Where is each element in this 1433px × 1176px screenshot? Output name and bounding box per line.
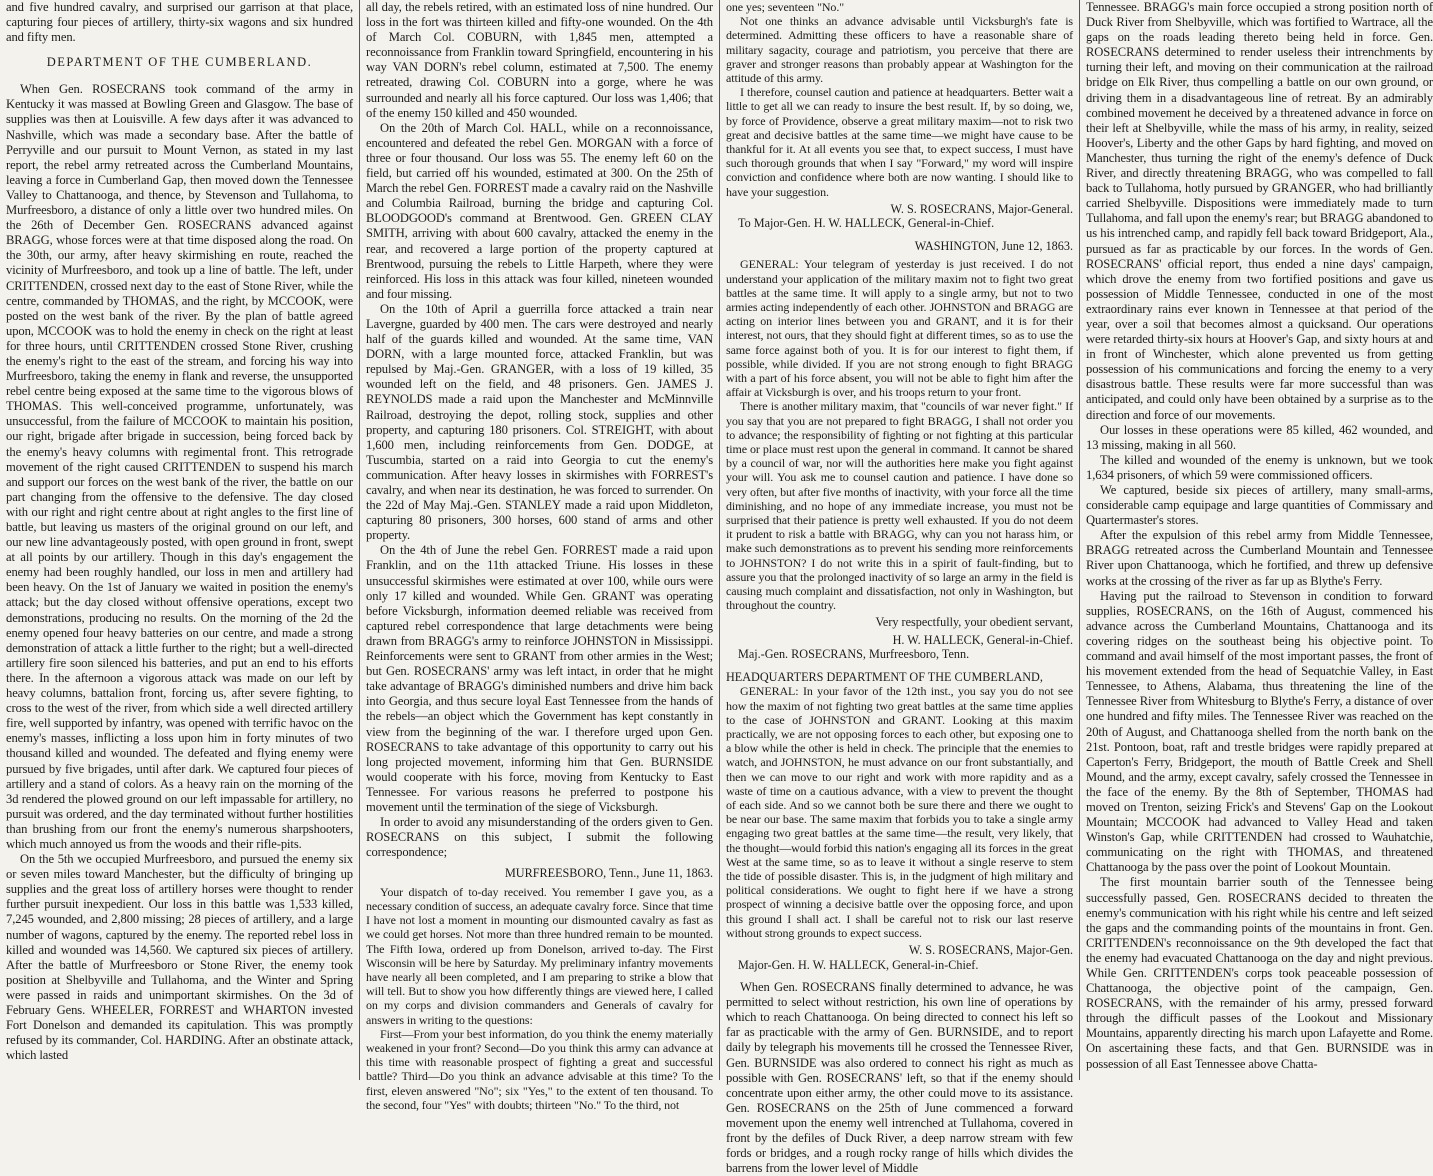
letter-addressee: Major-Gen. H. W. HALLECK, General-in-Chief. <box>738 957 979 972</box>
column-rule <box>359 0 360 1080</box>
letter-dateline: WASHINGTON, June 12, 1863. <box>914 238 1073 253</box>
column-4-paragraph: Our losses in these operations were 85 killed, 462 wounded, and 13 missing, making in all 560. <box>1086 422 1433 452</box>
column-4-paragraph: The killed and wounded of the enemy is unknown, but we took 1,634 prisoners, of which 59 were commissioned officers. <box>1086 452 1433 482</box>
letter-paragraph: There is another military maxim, that "councils of war never fight." If you say that you are not prepared to fight BRAGG, I shall not order you to advance; the responsibility of fighting or not fighting at this particular time or place must rest upon the general in command. It cannot be shared by a council of war, nor will the authorities here make you fight against your will. You ask me to counsel caution and patience. I have done so very often, but after five months of inactivity, with your force all the time diminishing, and no hope of any immediate increase, you must not be surprised that their patience is pretty well exhausted. If you do not deem it prudent to risk a battle with BRAGG, why can you not harass him, or make such demonstrations as to prevent his sending more reinforcements to JOHNSTON? I do not write this in a spirit of fault-finding, but to assure you that the prolonged inactivity of so large an army in the field is causing much complaint and dissatisfaction, not only in Washington, but throughout the country. <box>726 399 1073 613</box>
column-4-paragraph: Tennessee. BRAGG's main force occupied a strong position north of Duck River from Shelbyville, which was fortified to Wartrace, all the gaps on the roads leading thereto being held in force. Gen. ROSECRANS determined to render useless their intrenchments by turning their left, and moving on their communication at the railroad bridge on Elk River, thus compelling a battle on our own ground, or driving them in a disadvantageous line of retreat. By an admirably combined movement he deceived by a threatened advance in force on their left at Shelbyville, while the mass of his army, in reality, seized Hoover's, Liberty and the other Gaps by hard fighting, and moved on Manchester, thus turning the right of the enemy's defence of Duck River, and directly threatening BRAGG, who was compelled to fall back to Tullahoma, hotly pursued by GRANGER, who had brilliantly carried Shelbyville. Dispositions were immediately made to turn Tullahoma, and fall upon the enemy's rear; but BRAGG abandoned to us his intrenched camp, and rapidly fell back toward Bridgeport, Ala., pursued as far as practicable by our forces. In the words of Gen. ROSECRANS' official report, thus ended a nine days' campaign, which drove the enemy from two fortified positions and gave us possession of Middle Tennessee, conducted in one of the most extraordinary rains ever known in Tennessee at that period of the year, over a soil that becomes almost a quicksand. Our operations were retarded thirty-six hours at Hoover's Gap, and sixty hours at and in front of Winchester, which alone prevented us from getting possession of his communications and forcing the enemy to a very disastrous battle. These results were far more successful than was anticipated, and could only have been obtained by a surprise as to the direction and force of our movements. <box>1086 0 1433 422</box>
column-2-paragraph: On the 4th of June the rebel Gen. FORREST made a raid upon Franklin, and on the 11th attacked Triune. His losses in these unsuccessful skirmishes were estimated at over 100, while ours were only 17 killed and wounded. While Gen. GRANT was operating before Vicksburgh, information deemed reliable was received from captured rebel correspondence that large detachments were being drawn from BRAGG's army to reinforce JOHNSTON in Mississippi. Reinforcements were sent to GRANT from other armies in the West; but Gen. ROSECRANS' army was left intact, in order that he might take advantage of BRAGG's diminished numbers and drive him back into Georgia, and thus secure loyal East Tennessee from the hands of the rebels—an object which the Government has kept constantly in view from the beginning of the war. I therefore urged upon Gen. ROSECRANS to take advantage of this opportunity to carry out his long projected movement, informing him that Gen. BURNSIDE would cooperate with his force, moving from Kentucky to East Tennessee. For various reasons he preferred to postpone his movement until the termination of the siege of Vicksburgh. <box>366 543 713 814</box>
letter-addressee: To Major-Gen. H. W. HALLECK, General-in-Chief. <box>738 216 995 231</box>
column-4-paragraph: We captured, beside six pieces of artillery, many small-arms, considerable camp equipage and large quantities of Commissary and Quartermaster's stores. <box>1086 483 1433 528</box>
letter-paragraph: GENERAL: In your favor of the 12th inst., you say you do not see how the maxim of not fighting two great battles at the same time applies to the case of JOHNSTON and GRANT. Looking at this maxim practically, we are not opposing forces to each other, but exposing one to a blow while the other is held in check. The principle that the enemies to watch, and JOHNSTON, he must advance on our front substantially, and then we can move to our right and work with more rapidity and as a waste of time on a cautious advance, with a view to prevent the thought of each side. And so we cannot both be sure there and there we ought to be near our base. The same maxim that forbids you to take a single army engaging two great battles at the same time—the result, very likely, that the thought—would forbid this nation's engaging all its forces in the great West at the same time, so as to leave it without a single reserve to stem the tide of possible disaster. This is, in the judgment of high military and political considerations. We ought to fight here if we have a strong prospect of winning a decisive battle over the opposing force, and upon this ground I shall act. I shall be careful not to risk our last reserve without strong grounds to expect success. <box>726 684 1073 940</box>
letter-paragraph: Not one thinks an advance advisable until Vicksburgh's fate is determined. Admitting these officers to have a reasonable share of military sagacity, courage and patriotism, you perceive that there are graver and stronger reasons than probably appear at Washington for the attitude of this army. <box>726 14 1073 86</box>
letter-paragraph: Your dispatch of to-day received. You remember I gave you, as a necessary condition of success, an adequate cavalry force. Since that time I have not lost a moment in mounting our dismounted cavalry as fast as we could get horses. Not more than three hundred remain to be mounted. The Fifth Iowa, ordered up from Donelson, arrived to-day. The First Wisconsin will be here by Saturday. My preliminary infantry movements have nearly all been completed, and I am preparing to strike a blow that will tell. But to show you how differently things are viewed here, I called on my corps and division commanders and Generals of cavalry for answers in writing to the questions: <box>366 884 713 1027</box>
letter-signature: W. S. ROSECRANS, Major-Gen. <box>908 943 1073 958</box>
column-4-paragraph: Having put the railroad to Stevenson in condition to forward supplies, ROSECRANS, on the 16th of August, commenced his advance across the Cumberland Mountains, Chattanooga and its covering ridges on the southeast being his objective point. To command and avail himself of the most important passes, the front of his movement extended from the head of Sequatchie Valley, in East Tennessee, to Athens, Alabama, thus threatening the line of the Tennessee River from Whitesburg to Blythe's Ferry, a distance of over one hundred and fifty miles. The Tennessee River was reached on the 20th of August, and Chattanooga shelled from the north bank on the 21st. Pontoon, boat, raft and trestle bridges were rapidly prepared at Caperton's Ferry, Bridgeport, the mouth of Battle Creek and Shell Mound, and the army, except cavalry, safely crossed the Tennessee in the face of the enemy. By the 8th of September, THOMAS had moved on Trenton, seizing Frick's and Stevens' Gap on the Lookout Mountain; MCCOOK had advanced to Valley Head and taken Winston's Gap, while CRITTENDEN had crossed to Wauhatchie, communicating on the right with THOMAS, and threatened Chattanooga by the pass over the point of Lookout Mountain. <box>1086 588 1433 875</box>
letter-closing: Very respectfully, your obedient servant, <box>875 615 1073 630</box>
column-1 <box>6 0 353 1080</box>
column-4-paragraph: The first mountain barrier south of the Tennessee being successfully passed, Gen. ROSECRANS decided to threaten the enemy's communication with his right while his centre and left seized the gaps and the commanding points of the mountains in front. Gen. CRITTENDEN's reconnoissance on the 9th developed the fact that the enemy had evacuated Chattanooga on the day and night previous. While Gen. CRITTENDEN's corps took peaceable possession of Chattanooga, the objective point of the campaign, Gen. ROSECRANS, with the remainder of his army, pressed forward through the difficult passes of the Lookout and Missionary Mountains, apparently directing his march upon Lafayette and Rome. On ascertaining these facts, and that Gen. BURNSIDE was in possession of all East Tennessee above Chatta- <box>1086 875 1433 1071</box>
column-2-paragraph: all day, the rebels retired, with an estimated loss of nine hundred. Our loss in the fort was thirteen killed and fifty-one wounded. On the 4th of March Col. COBURN, with 1,845 men, attempted a reconnoissance from Franklin toward Springfield, encountering in his way VAN DORN's rebel column, estimated at 7,500. The enemy retreated, drawing Col. COBURN into a gorge, where he was surrounded and nearly all his force captured. Our loss was 1,406; that of the enemy 150 killed and 450 wounded. <box>366 0 713 120</box>
column-2 <box>366 0 713 1112</box>
column-1-paragraph: When Gen. ROSECRANS took command of the army in Kentucky it was massed at Bowling Green and Glasgow. The base of supplies was then at Louisville. A few days after it was advanced to Nashville, which was made a secondary base. After the battle of Perryville and our pursuit to Mount Vernon, as stated in my last report, the rebel army retreated across the Cumberland Mountains, leaving a force in Cumberland Gap, then moved down the Tennessee Valley to Chattanooga, and thence, by Stevenson and Tullahoma, to Murfreesboro, a distance of only a little over two hundred miles. On the 26th of December Gen. ROSECRANS advanced against BRAGG, whose forces were at that time disposed along the road. On the 30th, our army, after heavy skirmishing en route, reached the vicinity of Murfreesboro, and took up a line of battle. The left, under CRITTENDEN, crossed next day to the east of Stone River, while the centre, commanded by THOMAS, and the right, by MCCOOK, were posted on the west bank of the river. By the plan of battle agreed upon, MCCOOK was to hold the enemy in check on the right at least for three hours, until CRITTENDEN crossed Stone River, crushing the enemy's right to the east of the stream, and forcing his way into Murfreesboro, taking the enemy in flank and reverse, the unsupported rebel centre being exposed at the same time to the vigorous blows of THOMAS. This well-conceived programme, unfortunately, was unsuccessful, from the failure of MCCOOK to maintain his position, our right, brigade after brigade in succession, being forced back by the enemy's heavy columns with regimental front. This retrograde movement of the right caused CRITTENDEN to suspend his march and support our forces on the west bank of the river, the battle on our part changing from the offensive to the defensive. The day closed with our right and right centre about at right angles to the first line of battle, but leaving us masters of the original ground on our left, and our new line advantageously posted, with open ground in front, swept at all points by our artillery. Though in this day's engagement the enemy had been roughly handled, our loss in men and artillery had been heavy. On the 1st of January we waited in position the enemy's attack; but the day closed without offensive operations, except two demonstrations, producing no results. On the morning of the 2d the enemy opened four heavy batteries on our centre, and made a strong demonstration of attack a little further to the right; but a well-directed artillery fire soon silenced his batteries, and put an end to his efforts there. In the afternoon a vigorous attack was made on our left by heavy columns, battalion front, forcing us, after severe fighting, to cross to the west of the river, from which side a well directed artillery fire, well supported by infantry, was opened with terrific havoc on the enemy's masses, inflicting a loss upon him in forty minutes of two thousand killed and wounded. The defeated and flying enemy were pursued by five brigades, until after dark. We captured four pieces of artillery and a stand of colors. As a heavy rain on the morning of the 3d rendered the plowed ground on our left impassable for artillery, no pursuit was ordered, and the day terminated without further hostilities than brushing from our front the enemy's numerous sharpshooters, which much annoyed us from the woods and their rifle-pits. <box>6 82 353 851</box>
letter-signature: W. S. ROSECRANS, Major-General. <box>890 201 1073 216</box>
letter-paragraph: one yes; seventeen "No." <box>726 0 845 14</box>
column-rule <box>1079 0 1080 1080</box>
headquarters-line: HEADQUARTERS DEPARTMENT OF THE CUMBERLAND, <box>726 669 1043 684</box>
letter-addressee: Maj.-Gen. ROSECRANS, Murfreesboro, Tenn. <box>738 647 970 662</box>
letter-paragraph: I therefore, counsel caution and patience at headquarters. Better wait a little to get all we can ready to insure the best result. If, by so doing, we, by force of Providence, observe a great military maxim—not to risk two great and decisive battles at the same time—we might have cause to be thankful for it. At all events you see that, to expect success, I must have such thorough grounds that when I say "Forward," my word will inspire conviction and confidence where both are now wanting. I should like to have your suggestion. <box>726 85 1073 199</box>
column-2-paragraph: On the 20th of March Col. HALL, while on a reconnoissance, encountered and defeated the rebel Gen. MORGAN with a force of three or four thousand. Our loss was 55. The enemy left 60 on the field, but carried off his wounded, estimated at 300. On the 25th of March the rebel Gen. FORREST made a cavalry raid on the Nashville and Columbia Railroad, burning the bridge and capturing Col. BLOODGOOD's command at Brentwood. Gen. GREEN CLAY SMITH, arriving with about 600 cavalry, attacked the enemy in the rear, and recovered a large portion of the property captured at Brentwood, pursuing the rebels to Little Harpeth, where they were reinforced. His loss in this attack was four killed, nineteen wounded and four missing. <box>366 120 713 301</box>
column-1-lead: and five hundred cavalry, and surprised our garrison at that place, capturing four pieces of artillery, thirty-six wagons and six hundred and fifty men. <box>6 0 353 45</box>
letter-signature: H. W. HALLECK, General-in-Chief. <box>892 632 1073 647</box>
letter-paragraph: First—From your best information, do you think the enemy materially weakened in your front? Second—Do you think this army can advance at this time with reasonable prospect of fighting a great and successful battle? Third—Do you think an advance advisable at this time? To the first, eleven answered "No"; six "Yes," to the extent of ten thousand. To the second, four "Yes" with doubts; thirteen "No." To the third, not <box>366 1026 713 1112</box>
column-2-paragraph: On the 10th of April a guerrilla force attacked a train near Lavergne, guarded by 400 men. The cars were destroyed and nearly half of the guards killed and wounded. At the same time, VAN DORN, with a large mounted force, attacked Franklin, but was repulsed by Maj.-Gen. GRANGER, with a loss of 19 killed, 35 wounded left on the field, and 48 prisoners. Gen. JAMES J. REYNOLDS made a raid upon the Manchester and McMinnville Railroad, destroying the depot, rolling stock, supplies and other property, and capturing 180 prisoners. Col. STREIGHT, with about 1,600 men, including reinforcements from Gen. DODGE, at Tuscumbia, started on a raid into Georgia to cut the enemy's communication. After heavy losses in skirmishes with FORREST's cavalry, and when near its destination, he was forced to surrender. On the 22d of May Maj.-Gen. STANLEY made a raid upon Middleton, capturing 80 prisoners, 300 horses, 600 stand of arms and other property. <box>366 301 713 543</box>
column-3 <box>726 0 1073 1176</box>
column-4 <box>1086 0 1433 1080</box>
column-1-paragraph: On the 5th we occupied Murfreesboro, and pursued the enemy six or seven miles toward Manchester, but the difficulty of bringing up supplies and the great loss of artillery horses were thought to render further pursuit inexpedient. Our loss in this battle was 1,533 killed, 7,245 wounded, and 2,800 missing; 28 pieces of artillery, and a large number of wagons, captured by the enemy. The reported rebel loss in killed and wounded was 14,560. We captured six pieces of artillery. After the battle of Murfreesboro or Stone River, the enemy took position at Shelbyville and Tullahoma, and the Winter and Spring were passed in raids and unimportant skirmishes. On the 3d of February Gens. WHEELER, FORREST and WHARTON invested Fort Donelson and demanded its capitulation. This was promptly refused by its commander, Col. HARDING. After an obstinate attack, which lasted <box>6 852 353 1063</box>
letter-paragraph: GENERAL: Your telegram of yesterday is just received. I do not understand your application of the military maxim not to fight two great battles at the same time. It will apply to a single army, but not to two armies acting independently of each other. JOHNSTON and BRAGG are acting on interior lines between you and GRANT, and it is for their interest, not ours, that they should fight at different times, so as to use the same force against both of you. It is for our interest to fight them, if possible, while divided. If you are not strong enough to fight BRAGG with a part of his force absent, you will not be able to fight him after the affair at Vicksburgh is over, and his troops return to your front. <box>726 257 1073 400</box>
column-4-paragraph: After the expulsion of this rebel army from Middle Tennessee, BRAGG retreated across the Cumberland Mountain and Tennessee River upon Chattanooga, which he fortified, and threw up defensive works at the crossing of the river as far up as Blythe's Ferry. <box>1086 528 1433 588</box>
column-3-paragraph: When Gen. ROSECRANS finally determined to advance, he was permitted to select without restriction, his own line of operations by which to reach Chattanooga. On being directed to connect his left so far as practicable with the army of Gen. BURNSIDE, and to report daily by telegraph his movements till he crossed the Tennessee River, Gen. BURNSIDE was also ordered to connect his right as much as possible with Gen. ROSECRANS' left, so that if the enemy should concentrate upon either army, the other could move to its assistance. Gen. ROSECRANS on the 25th of June commenced a forward movement upon the enemy well intrenched at Tullahoma, covered in front by the defiles of Duck River, a deep narrow stream with few fords or bridges, and a rough rocky range of hills which divides the barrens from the lower level of Middle <box>726 980 1073 1176</box>
section-heading: DEPARTMENT OF THE CUMBERLAND. <box>46 55 313 70</box>
column-rule <box>719 0 720 1080</box>
column-2-paragraph: In order to avoid any misunderstanding of the orders given to Gen. ROSECRANS on this subject, I submit the following correspondence; <box>366 815 713 860</box>
letter-dateline: MURFREESBORO, Tenn., June 11, 1863. <box>504 866 713 881</box>
